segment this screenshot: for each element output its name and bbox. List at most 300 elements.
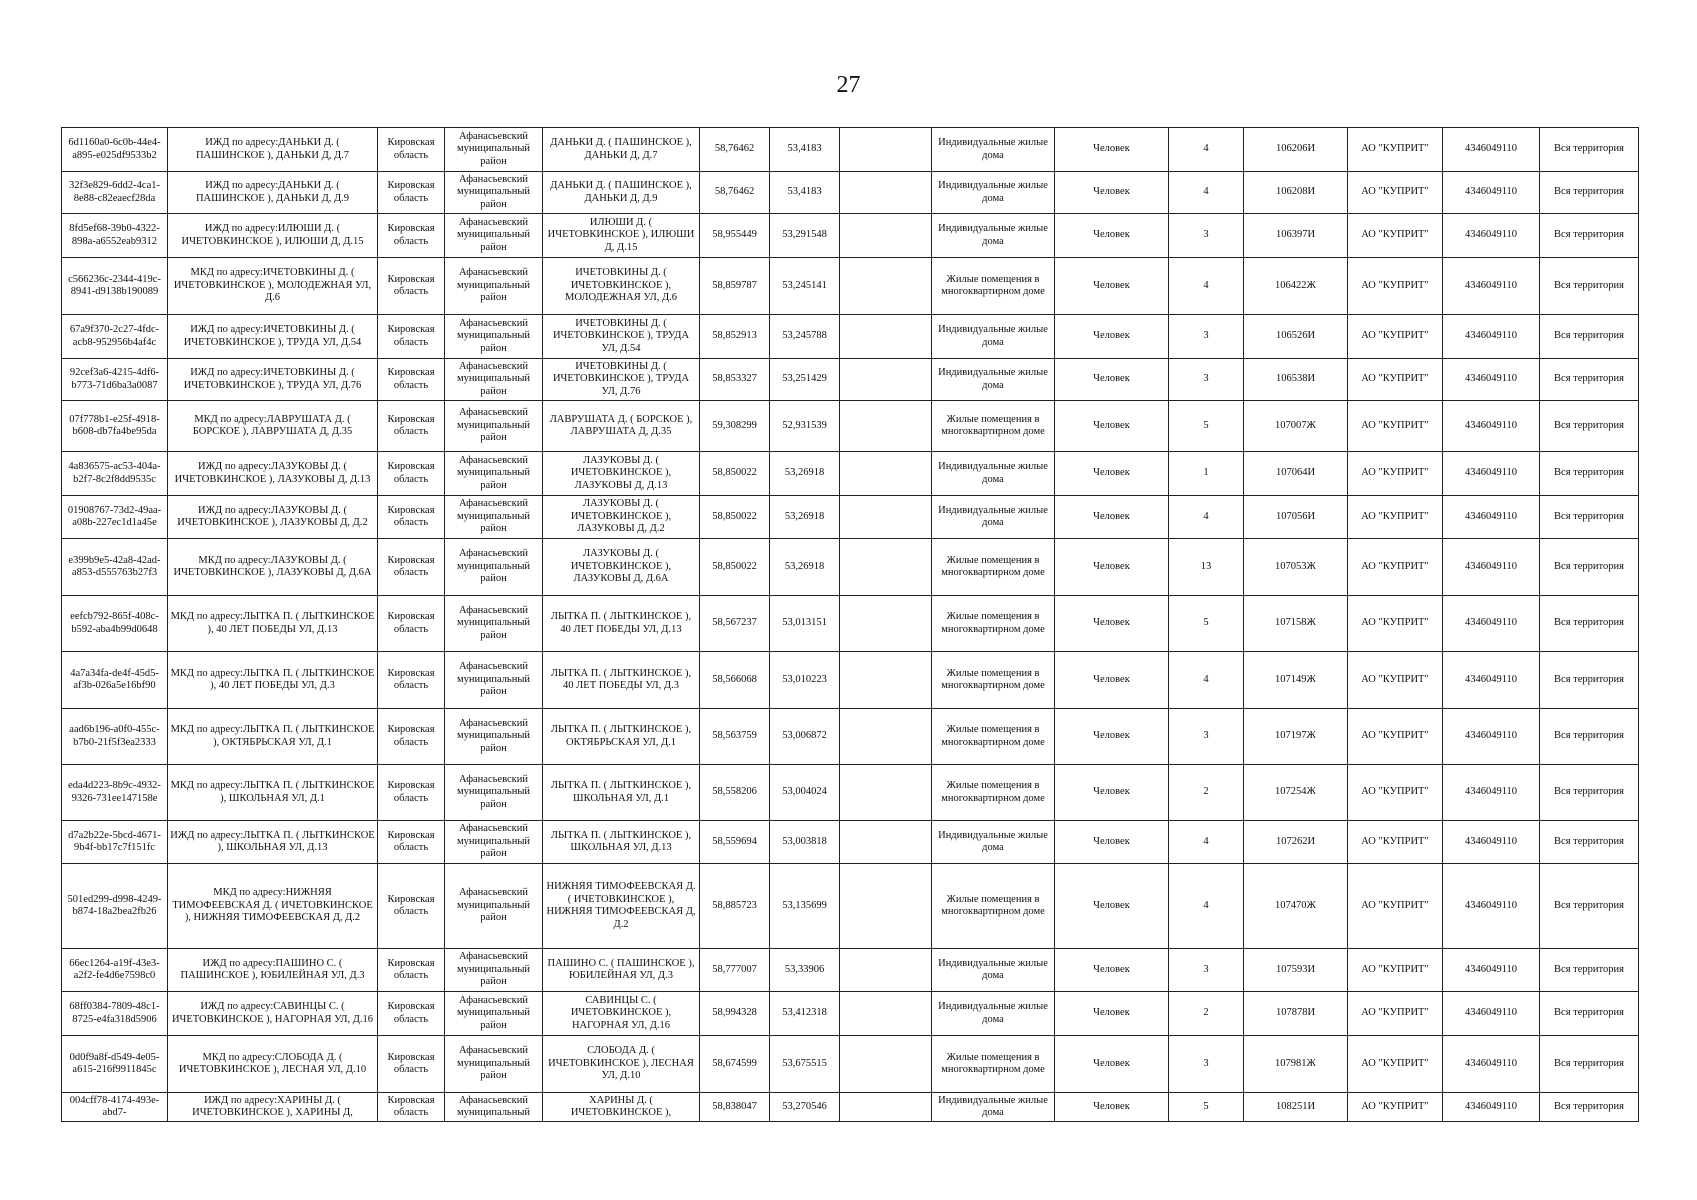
table-row bbox=[62, 539, 1639, 596]
count-cell: 3 bbox=[1169, 949, 1244, 992]
object-name-cell: МКД по адресу:ЛЫТКА П. ( ЛЫТКИНСКОЕ ), ОКТЯБРЬСКАЯ УЛ, Д.1 bbox=[168, 709, 378, 765]
inn-cell: 4346049110 bbox=[1443, 596, 1540, 652]
latitude-cell: 58,853327 bbox=[700, 359, 770, 401]
category-cell: Индивидуальные жилые дома bbox=[932, 452, 1055, 496]
empty-cell bbox=[840, 1093, 932, 1122]
district-cell: Афанасьевский муниципальный район bbox=[445, 496, 543, 539]
category-cell: Индивидуальные жилые дома bbox=[932, 214, 1055, 258]
region-cell: Кировская область bbox=[378, 821, 445, 864]
region-cell: Кировская область bbox=[378, 992, 445, 1036]
inn-cell: 4346049110 bbox=[1443, 452, 1540, 496]
object-name-cell: МКД по адресу:ЛАВРУШАТА Д. ( БОРСКОЕ ), ЛАВРУШАТА Д, Д.35 bbox=[168, 401, 378, 452]
code-cell: 107158Ж bbox=[1244, 596, 1348, 652]
table-row bbox=[62, 1093, 1639, 1122]
empty-cell bbox=[840, 864, 932, 949]
inn-cell: 4346049110 bbox=[1443, 992, 1540, 1036]
latitude-cell: 58,777007 bbox=[700, 949, 770, 992]
region-cell: Кировская область bbox=[378, 709, 445, 765]
code-cell: 107470Ж bbox=[1244, 864, 1348, 949]
region-cell: Кировская область bbox=[378, 539, 445, 596]
count-cell: 3 bbox=[1169, 709, 1244, 765]
address-cell: ЛАЗУКОВЫ Д. ( ИЧЕТОВКИНСКОЕ ), ЛАЗУКОВЫ Д, Д.6А bbox=[543, 539, 700, 596]
object-id-cell: 66ec1264-a19f-43e3-a2f2-fe4d6e7598c0 bbox=[62, 949, 168, 992]
code-cell: 107056И bbox=[1244, 496, 1348, 539]
territory-cell: Вся территория bbox=[1540, 652, 1639, 709]
district-cell: Афанасьевский муниципальный район bbox=[445, 821, 543, 864]
object-id-cell: d7a2b22e-5bcd-4671-9b4f-bb17c7f151fc bbox=[62, 821, 168, 864]
inn-cell: 4346049110 bbox=[1443, 172, 1540, 214]
address-cell: ЛЫТКА П. ( ЛЫТКИНСКОЕ ), ШКОЛЬНАЯ УЛ, Д.1 bbox=[543, 765, 700, 821]
object-id-cell: 68ff0384-7809-48c1-8725-e4fa318d5906 bbox=[62, 992, 168, 1036]
longitude-cell: 53,245141 bbox=[770, 258, 840, 315]
unit-cell: Человек bbox=[1055, 214, 1169, 258]
empty-cell bbox=[840, 214, 932, 258]
table-row bbox=[62, 949, 1639, 992]
unit-cell: Человек bbox=[1055, 128, 1169, 172]
object-name-cell: МКД по адресу:ЛАЗУКОВЫ Д. ( ИЧЕТОВКИНСКОЕ ), ЛАЗУКОВЫ Д, Д.6А bbox=[168, 539, 378, 596]
code-cell: 107262И bbox=[1244, 821, 1348, 864]
inn-cell: 4346049110 bbox=[1443, 128, 1540, 172]
region-cell: Кировская область bbox=[378, 765, 445, 821]
territory-cell: Вся территория bbox=[1540, 864, 1639, 949]
latitude-cell: 58,852913 bbox=[700, 315, 770, 359]
address-cell: ЛЫТКА П. ( ЛЫТКИНСКОЕ ), ОКТЯБРЬСКАЯ УЛ, Д.1 bbox=[543, 709, 700, 765]
code-cell: 107878И bbox=[1244, 992, 1348, 1036]
address-cell: ЛАВРУШАТА Д. ( БОРСКОЕ ), ЛАВРУШАТА Д, Д.35 bbox=[543, 401, 700, 452]
object-name-cell: МКД по адресу:ЛЫТКА П. ( ЛЫТКИНСКОЕ ), 40 ЛЕТ ПОБЕДЫ УЛ, Д.3 bbox=[168, 652, 378, 709]
territory-cell: Вся территория bbox=[1540, 401, 1639, 452]
count-cell: 5 bbox=[1169, 1093, 1244, 1122]
district-cell: Афанасьевский муниципальный район bbox=[445, 539, 543, 596]
code-cell: 106526И bbox=[1244, 315, 1348, 359]
unit-cell: Человек bbox=[1055, 172, 1169, 214]
count-cell: 4 bbox=[1169, 652, 1244, 709]
table-row bbox=[62, 496, 1639, 539]
category-cell: Индивидуальные жилые дома bbox=[932, 315, 1055, 359]
longitude-cell: 53,251429 bbox=[770, 359, 840, 401]
object-name-cell: ИЖД по адресу:САВИНЦЫ С. ( ИЧЕТОВКИНСКОЕ ), НАГОРНАЯ УЛ, Д.16 bbox=[168, 992, 378, 1036]
latitude-cell: 58,859787 bbox=[700, 258, 770, 315]
address-cell: ИЛЮШИ Д. ( ИЧЕТОВКИНСКОЕ ), ИЛЮШИ Д, Д.15 bbox=[543, 214, 700, 258]
code-cell: 107197Ж bbox=[1244, 709, 1348, 765]
address-cell: ЛАЗУКОВЫ Д. ( ИЧЕТОВКИНСКОЕ ), ЛАЗУКОВЫ Д, Д.2 bbox=[543, 496, 700, 539]
longitude-cell: 53,33906 bbox=[770, 949, 840, 992]
count-cell: 4 bbox=[1169, 496, 1244, 539]
table-row bbox=[62, 864, 1639, 949]
unit-cell: Человек bbox=[1055, 496, 1169, 539]
region-cell: Кировская область bbox=[378, 652, 445, 709]
table-row bbox=[62, 172, 1639, 214]
district-cell: Афанасьевский муниципальный район bbox=[445, 652, 543, 709]
table-row bbox=[62, 315, 1639, 359]
inn-cell: 4346049110 bbox=[1443, 214, 1540, 258]
territory-cell: Вся территория bbox=[1540, 596, 1639, 652]
latitude-cell: 58,566068 bbox=[700, 652, 770, 709]
district-cell: Афанасьевский муниципальный район bbox=[445, 1036, 543, 1093]
object-name-cell: ИЖД по адресу:ИЧЕТОВКИНЫ Д. ( ИЧЕТОВКИНСКОЕ ), ТРУДА УЛ, Д.54 bbox=[168, 315, 378, 359]
longitude-cell: 53,013151 bbox=[770, 596, 840, 652]
empty-cell bbox=[840, 1036, 932, 1093]
territory-cell: Вся территория bbox=[1540, 496, 1639, 539]
object-name-cell: ИЖД по адресу:ЛАЗУКОВЫ Д. ( ИЧЕТОВКИНСКОЕ ), ЛАЗУКОВЫ Д, Д.13 bbox=[168, 452, 378, 496]
registry-body bbox=[62, 128, 1639, 1122]
count-cell: 3 bbox=[1169, 315, 1244, 359]
object-name-cell: ИЖД по адресу:ЛАЗУКОВЫ Д. ( ИЧЕТОВКИНСКОЕ ), ЛАЗУКОВЫ Д, Д.2 bbox=[168, 496, 378, 539]
longitude-cell: 53,26918 bbox=[770, 539, 840, 596]
category-cell: Жилые помещения в многоквартирном доме bbox=[932, 652, 1055, 709]
region-cell: Кировская область bbox=[378, 315, 445, 359]
latitude-cell: 58,674599 bbox=[700, 1036, 770, 1093]
table-row bbox=[62, 258, 1639, 315]
region-cell: Кировская область bbox=[378, 949, 445, 992]
empty-cell bbox=[840, 401, 932, 452]
district-cell: Афанасьевский муниципальный bbox=[445, 1093, 543, 1122]
unit-cell: Человек bbox=[1055, 539, 1169, 596]
object-id-cell: 07f778b1-e25f-4918-b608-db7fa4be95da bbox=[62, 401, 168, 452]
organization-cell: АО "КУПРИТ" bbox=[1348, 765, 1443, 821]
district-cell: Афанасьевский муниципальный район bbox=[445, 949, 543, 992]
district-cell: Афанасьевский муниципальный район bbox=[445, 864, 543, 949]
longitude-cell: 53,245788 bbox=[770, 315, 840, 359]
region-cell: Кировская область bbox=[378, 1093, 445, 1122]
object-id-cell: 01908767-73d2-49aa-a08b-227ec1d1a45e bbox=[62, 496, 168, 539]
empty-cell bbox=[840, 765, 932, 821]
territory-cell: Вся территория bbox=[1540, 172, 1639, 214]
code-cell: 107981Ж bbox=[1244, 1036, 1348, 1093]
organization-cell: АО "КУПРИТ" bbox=[1348, 992, 1443, 1036]
empty-cell bbox=[840, 172, 932, 214]
count-cell: 4 bbox=[1169, 258, 1244, 315]
object-id-cell: eefcb792-865f-408c-b592-aba4b99d0648 bbox=[62, 596, 168, 652]
unit-cell: Человек bbox=[1055, 709, 1169, 765]
inn-cell: 4346049110 bbox=[1443, 709, 1540, 765]
latitude-cell: 58,850022 bbox=[700, 496, 770, 539]
territory-cell: Вся территория bbox=[1540, 992, 1639, 1036]
object-name-cell: МКД по адресу:ЛЫТКА П. ( ЛЫТКИНСКОЕ ), ШКОЛЬНАЯ УЛ, Д.1 bbox=[168, 765, 378, 821]
organization-cell: АО "КУПРИТ" bbox=[1348, 128, 1443, 172]
empty-cell bbox=[840, 992, 932, 1036]
category-cell: Индивидуальные жилые дома bbox=[932, 128, 1055, 172]
object-id-cell: 92cef3a6-4215-4df6-b773-71d6ba3a0087 bbox=[62, 359, 168, 401]
object-id-cell: 67a9f370-2c27-4fdc-acb8-952956b4af4c bbox=[62, 315, 168, 359]
longitude-cell: 53,4183 bbox=[770, 128, 840, 172]
table-row bbox=[62, 652, 1639, 709]
table-row bbox=[62, 709, 1639, 765]
unit-cell: Человек bbox=[1055, 1036, 1169, 1093]
count-cell: 4 bbox=[1169, 172, 1244, 214]
inn-cell: 4346049110 bbox=[1443, 539, 1540, 596]
district-cell: Афанасьевский муниципальный район bbox=[445, 709, 543, 765]
unit-cell: Человек bbox=[1055, 258, 1169, 315]
latitude-cell: 58,558206 bbox=[700, 765, 770, 821]
code-cell: 106206И bbox=[1244, 128, 1348, 172]
longitude-cell: 53,003818 bbox=[770, 821, 840, 864]
latitude-cell: 58,567237 bbox=[700, 596, 770, 652]
territory-cell: Вся территория bbox=[1540, 709, 1639, 765]
category-cell: Индивидуальные жилые дома bbox=[932, 496, 1055, 539]
object-id-cell: c566236c-2344-419c-8941-d9138b190089 bbox=[62, 258, 168, 315]
code-cell: 106208И bbox=[1244, 172, 1348, 214]
unit-cell: Человек bbox=[1055, 652, 1169, 709]
latitude-cell: 58,885723 bbox=[700, 864, 770, 949]
address-cell: ИЧЕТОВКИНЫ Д. ( ИЧЕТОВКИНСКОЕ ), ТРУДА УЛ, Д.76 bbox=[543, 359, 700, 401]
address-cell: САВИНЦЫ С. ( ИЧЕТОВКИНСКОЕ ), НАГОРНАЯ УЛ, Д.16 bbox=[543, 992, 700, 1036]
inn-cell: 4346049110 bbox=[1443, 765, 1540, 821]
address-cell: ИЧЕТОВКИНЫ Д. ( ИЧЕТОВКИНСКОЕ ), ТРУДА УЛ, Д.54 bbox=[543, 315, 700, 359]
address-cell: ПАШИНО С. ( ПАШИНСКОЕ ), ЮБИЛЕЙНАЯ УЛ, Д.3 bbox=[543, 949, 700, 992]
category-cell: Индивидуальные жилые дома bbox=[932, 949, 1055, 992]
longitude-cell: 53,675515 bbox=[770, 1036, 840, 1093]
region-cell: Кировская область bbox=[378, 401, 445, 452]
code-cell: 108251И bbox=[1244, 1093, 1348, 1122]
address-cell: ЛЫТКА П. ( ЛЫТКИНСКОЕ ), 40 ЛЕТ ПОБЕДЫ УЛ, Д.3 bbox=[543, 652, 700, 709]
object-id-cell: e399b9e5-42a8-42ad-a853-d555763b27f3 bbox=[62, 539, 168, 596]
object-name-cell: МКД по адресу:НИЖНЯЯ ТИМОФЕЕВСКАЯ Д. ( ИЧЕТОВКИНСКОЕ ), НИЖНЯЯ ТИМОФЕЕВСКАЯ Д, Д.2 bbox=[168, 864, 378, 949]
unit-cell: Человек bbox=[1055, 315, 1169, 359]
code-cell: 107064И bbox=[1244, 452, 1348, 496]
district-cell: Афанасьевский муниципальный район bbox=[445, 315, 543, 359]
object-id-cell: 6d1160a0-6c0b-44e4-a895-e025df9533b2 bbox=[62, 128, 168, 172]
longitude-cell: 53,26918 bbox=[770, 496, 840, 539]
object-id-cell: aad6b196-a0f0-455c-b7b0-21f5f3ea2333 bbox=[62, 709, 168, 765]
organization-cell: АО "КУПРИТ" bbox=[1348, 452, 1443, 496]
category-cell: Жилые помещения в многоквартирном доме bbox=[932, 401, 1055, 452]
object-name-cell: ИЖД по адресу:ПАШИНО С. ( ПАШИНСКОЕ ), ЮБИЛЕЙНАЯ УЛ, Д.3 bbox=[168, 949, 378, 992]
district-cell: Афанасьевский муниципальный район bbox=[445, 258, 543, 315]
table-row bbox=[62, 452, 1639, 496]
district-cell: Афанасьевский муниципальный район bbox=[445, 992, 543, 1036]
empty-cell bbox=[840, 359, 932, 401]
territory-cell: Вся территория bbox=[1540, 214, 1639, 258]
district-cell: Афанасьевский муниципальный район bbox=[445, 172, 543, 214]
empty-cell bbox=[840, 496, 932, 539]
category-cell: Жилые помещения в многоквартирном доме bbox=[932, 258, 1055, 315]
longitude-cell: 53,412318 bbox=[770, 992, 840, 1036]
longitude-cell: 53,006872 bbox=[770, 709, 840, 765]
object-name-cell: ИЖД по адресу:ХАРИНЫ Д. ( ИЧЕТОВКИНСКОЕ ), ХАРИНЫ Д, bbox=[168, 1093, 378, 1122]
district-cell: Афанасьевский муниципальный район bbox=[445, 401, 543, 452]
latitude-cell: 58,838047 bbox=[700, 1093, 770, 1122]
organization-cell: АО "КУПРИТ" bbox=[1348, 401, 1443, 452]
district-cell: Афанасьевский муниципальный район bbox=[445, 214, 543, 258]
object-id-cell: 4a7a34fa-de4f-45d5-af3b-026a5e16bf90 bbox=[62, 652, 168, 709]
empty-cell bbox=[840, 709, 932, 765]
organization-cell: АО "КУПРИТ" bbox=[1348, 359, 1443, 401]
count-cell: 2 bbox=[1169, 765, 1244, 821]
latitude-cell: 58,559694 bbox=[700, 821, 770, 864]
organization-cell: АО "КУПРИТ" bbox=[1348, 496, 1443, 539]
object-id-cell: 8fd5ef68-39b0-4322-898a-a6552eab9312 bbox=[62, 214, 168, 258]
organization-cell: АО "КУПРИТ" bbox=[1348, 652, 1443, 709]
count-cell: 4 bbox=[1169, 128, 1244, 172]
object-id-cell: 004cff78-4174-493e-abd7- bbox=[62, 1093, 168, 1122]
latitude-cell: 58,563759 bbox=[700, 709, 770, 765]
object-id-cell: eda4d223-8b9c-4932-9326-731ee147158e bbox=[62, 765, 168, 821]
inn-cell: 4346049110 bbox=[1443, 496, 1540, 539]
unit-cell: Человек bbox=[1055, 864, 1169, 949]
inn-cell: 4346049110 bbox=[1443, 821, 1540, 864]
latitude-cell: 58,850022 bbox=[700, 539, 770, 596]
longitude-cell: 53,010223 bbox=[770, 652, 840, 709]
empty-cell bbox=[840, 315, 932, 359]
district-cell: Афанасьевский муниципальный район bbox=[445, 128, 543, 172]
category-cell: Индивидуальные жилые дома bbox=[932, 1093, 1055, 1122]
category-cell: Индивидуальные жилые дома bbox=[932, 992, 1055, 1036]
territory-cell: Вся территория bbox=[1540, 128, 1639, 172]
category-cell: Жилые помещения в многоквартирном доме bbox=[932, 765, 1055, 821]
count-cell: 4 bbox=[1169, 864, 1244, 949]
inn-cell: 4346049110 bbox=[1443, 359, 1540, 401]
inn-cell: 4346049110 bbox=[1443, 401, 1540, 452]
empty-cell bbox=[840, 949, 932, 992]
table-row bbox=[62, 359, 1639, 401]
object-name-cell: ИЖД по адресу:ИЛЮШИ Д. ( ИЧЕТОВКИНСКОЕ ), ИЛЮШИ Д, Д.15 bbox=[168, 214, 378, 258]
address-cell: ДАНЬКИ Д. ( ПАШИНСКОЕ ), ДАНЬКИ Д, Д.9 bbox=[543, 172, 700, 214]
table-row bbox=[62, 596, 1639, 652]
object-id-cell: 0d0f9a8f-d549-4e05-a615-216f9911845c bbox=[62, 1036, 168, 1093]
organization-cell: АО "КУПРИТ" bbox=[1348, 172, 1443, 214]
address-cell: ЛЫТКА П. ( ЛЫТКИНСКОЕ ), ШКОЛЬНАЯ УЛ, Д.13 bbox=[543, 821, 700, 864]
object-name-cell: ИЖД по адресу:ДАНЬКИ Д. ( ПАШИНСКОЕ ), ДАНЬКИ Д, Д.7 bbox=[168, 128, 378, 172]
empty-cell bbox=[840, 821, 932, 864]
unit-cell: Человек bbox=[1055, 359, 1169, 401]
organization-cell: АО "КУПРИТ" bbox=[1348, 821, 1443, 864]
address-cell: СЛОБОДА Д. ( ИЧЕТОВКИНСКОЕ ), ЛЕСНАЯ УЛ, Д.10 bbox=[543, 1036, 700, 1093]
latitude-cell: 59,308299 bbox=[700, 401, 770, 452]
region-cell: Кировская область bbox=[378, 864, 445, 949]
territory-cell: Вся территория bbox=[1540, 315, 1639, 359]
table-row bbox=[62, 821, 1639, 864]
category-cell: Жилые помещения в многоквартирном доме bbox=[932, 1036, 1055, 1093]
latitude-cell: 58,994328 bbox=[700, 992, 770, 1036]
region-cell: Кировская область bbox=[378, 496, 445, 539]
category-cell: Жилые помещения в многоквартирном доме bbox=[932, 709, 1055, 765]
organization-cell: АО "КУПРИТ" bbox=[1348, 214, 1443, 258]
empty-cell bbox=[840, 258, 932, 315]
inn-cell: 4346049110 bbox=[1443, 1036, 1540, 1093]
category-cell: Жилые помещения в многоквартирном доме bbox=[932, 864, 1055, 949]
category-cell: Индивидуальные жилые дома bbox=[932, 821, 1055, 864]
empty-cell bbox=[840, 128, 932, 172]
territory-cell: Вся территория bbox=[1540, 765, 1639, 821]
territory-cell: Вся территория bbox=[1540, 359, 1639, 401]
object-name-cell: ИЖД по адресу:ЛЫТКА П. ( ЛЫТКИНСКОЕ ), ШКОЛЬНАЯ УЛ, Д.13 bbox=[168, 821, 378, 864]
longitude-cell: 53,26918 bbox=[770, 452, 840, 496]
organization-cell: АО "КУПРИТ" bbox=[1348, 1093, 1443, 1122]
empty-cell bbox=[840, 539, 932, 596]
count-cell: 13 bbox=[1169, 539, 1244, 596]
address-cell: ЛАЗУКОВЫ Д. ( ИЧЕТОВКИНСКОЕ ), ЛАЗУКОВЫ Д, Д.13 bbox=[543, 452, 700, 496]
table-row bbox=[62, 1036, 1639, 1093]
address-cell: НИЖНЯЯ ТИМОФЕЕВСКАЯ Д. ( ИЧЕТОВКИНСКОЕ ), НИЖНЯЯ ТИМОФЕЕВСКАЯ Д, Д.2 bbox=[543, 864, 700, 949]
page-number: 27 bbox=[836, 72, 861, 98]
table-row bbox=[62, 401, 1639, 452]
organization-cell: АО "КУПРИТ" bbox=[1348, 864, 1443, 949]
district-cell: Афанасьевский муниципальный район bbox=[445, 596, 543, 652]
latitude-cell: 58,955449 bbox=[700, 214, 770, 258]
organization-cell: АО "КУПРИТ" bbox=[1348, 949, 1443, 992]
address-cell: ИЧЕТОВКИНЫ Д. ( ИЧЕТОВКИНСКОЕ ), МОЛОДЕЖНАЯ УЛ, Д.6 bbox=[543, 258, 700, 315]
territory-cell: Вся территория bbox=[1540, 539, 1639, 596]
empty-cell bbox=[840, 596, 932, 652]
latitude-cell: 58,76462 bbox=[700, 128, 770, 172]
category-cell: Индивидуальные жилые дома bbox=[932, 172, 1055, 214]
count-cell: 5 bbox=[1169, 596, 1244, 652]
code-cell: 106422Ж bbox=[1244, 258, 1348, 315]
organization-cell: АО "КУПРИТ" bbox=[1348, 258, 1443, 315]
unit-cell: Человек bbox=[1055, 596, 1169, 652]
category-cell: Жилые помещения в многоквартирном доме bbox=[932, 539, 1055, 596]
table-row bbox=[62, 765, 1639, 821]
district-cell: Афанасьевский муниципальный район bbox=[445, 452, 543, 496]
region-cell: Кировская область bbox=[378, 172, 445, 214]
latitude-cell: 58,76462 bbox=[700, 172, 770, 214]
inn-cell: 4346049110 bbox=[1443, 949, 1540, 992]
object-name-cell: МКД по адресу:ЛЫТКА П. ( ЛЫТКИНСКОЕ ), 40 ЛЕТ ПОБЕДЫ УЛ, Д.13 bbox=[168, 596, 378, 652]
code-cell: 107007Ж bbox=[1244, 401, 1348, 452]
unit-cell: Человек bbox=[1055, 992, 1169, 1036]
object-name-cell: ИЖД по адресу:ДАНЬКИ Д. ( ПАШИНСКОЕ ), ДАНЬКИ Д, Д.9 bbox=[168, 172, 378, 214]
code-cell: 107053Ж bbox=[1244, 539, 1348, 596]
organization-cell: АО "КУПРИТ" bbox=[1348, 1036, 1443, 1093]
table-row bbox=[62, 992, 1639, 1036]
count-cell: 3 bbox=[1169, 214, 1244, 258]
object-id-cell: 32f3e829-6dd2-4ca1-8e88-c82eaecf28da bbox=[62, 172, 168, 214]
object-name-cell: ИЖД по адресу:ИЧЕТОВКИНЫ Д. ( ИЧЕТОВКИНСКОЕ ), ТРУДА УЛ, Д.76 bbox=[168, 359, 378, 401]
region-cell: Кировская область bbox=[378, 359, 445, 401]
inn-cell: 4346049110 bbox=[1443, 315, 1540, 359]
organization-cell: АО "КУПРИТ" bbox=[1348, 315, 1443, 359]
region-cell: Кировская область bbox=[378, 1036, 445, 1093]
organization-cell: АО "КУПРИТ" bbox=[1348, 596, 1443, 652]
address-cell: ДАНЬКИ Д. ( ПАШИНСКОЕ ), ДАНЬКИ Д, Д.7 bbox=[543, 128, 700, 172]
territory-cell: Вся территория bbox=[1540, 1093, 1639, 1122]
territory-cell: Вся территория bbox=[1540, 258, 1639, 315]
unit-cell: Человек bbox=[1055, 1093, 1169, 1122]
unit-cell: Человек bbox=[1055, 452, 1169, 496]
object-id-cell: 4a836575-ac53-404a-b2f7-8c2f8dd9535c bbox=[62, 452, 168, 496]
address-cell: ХАРИНЫ Д. ( ИЧЕТОВКИНСКОЕ ), bbox=[543, 1093, 700, 1122]
region-cell: Кировская область bbox=[378, 596, 445, 652]
count-cell: 4 bbox=[1169, 821, 1244, 864]
unit-cell: Человек bbox=[1055, 765, 1169, 821]
registry-table bbox=[61, 127, 1639, 1122]
count-cell: 5 bbox=[1169, 401, 1244, 452]
district-cell: Афанасьевский муниципальный район bbox=[445, 359, 543, 401]
unit-cell: Человек bbox=[1055, 401, 1169, 452]
territory-cell: Вся территория bbox=[1540, 1036, 1639, 1093]
category-cell: Жилые помещения в многоквартирном доме bbox=[932, 596, 1055, 652]
longitude-cell: 53,270546 bbox=[770, 1093, 840, 1122]
longitude-cell: 53,135699 bbox=[770, 864, 840, 949]
longitude-cell: 53,4183 bbox=[770, 172, 840, 214]
code-cell: 107149Ж bbox=[1244, 652, 1348, 709]
longitude-cell: 53,004024 bbox=[770, 765, 840, 821]
address-cell: ЛЫТКА П. ( ЛЫТКИНСКОЕ ), 40 ЛЕТ ПОБЕДЫ УЛ, Д.13 bbox=[543, 596, 700, 652]
unit-cell: Человек bbox=[1055, 821, 1169, 864]
category-cell: Индивидуальные жилые дома bbox=[932, 359, 1055, 401]
table-row bbox=[62, 128, 1639, 172]
inn-cell: 4346049110 bbox=[1443, 652, 1540, 709]
region-cell: Кировская область bbox=[378, 258, 445, 315]
region-cell: Кировская область bbox=[378, 128, 445, 172]
count-cell: 3 bbox=[1169, 1036, 1244, 1093]
territory-cell: Вся территория bbox=[1540, 821, 1639, 864]
object-name-cell: МКД по адресу:ИЧЕТОВКИНЫ Д. ( ИЧЕТОВКИНСКОЕ ), МОЛОДЕЖНАЯ УЛ, Д.6 bbox=[168, 258, 378, 315]
inn-cell: 4346049110 bbox=[1443, 864, 1540, 949]
longitude-cell: 53,291548 bbox=[770, 214, 840, 258]
territory-cell: Вся территория bbox=[1540, 452, 1639, 496]
